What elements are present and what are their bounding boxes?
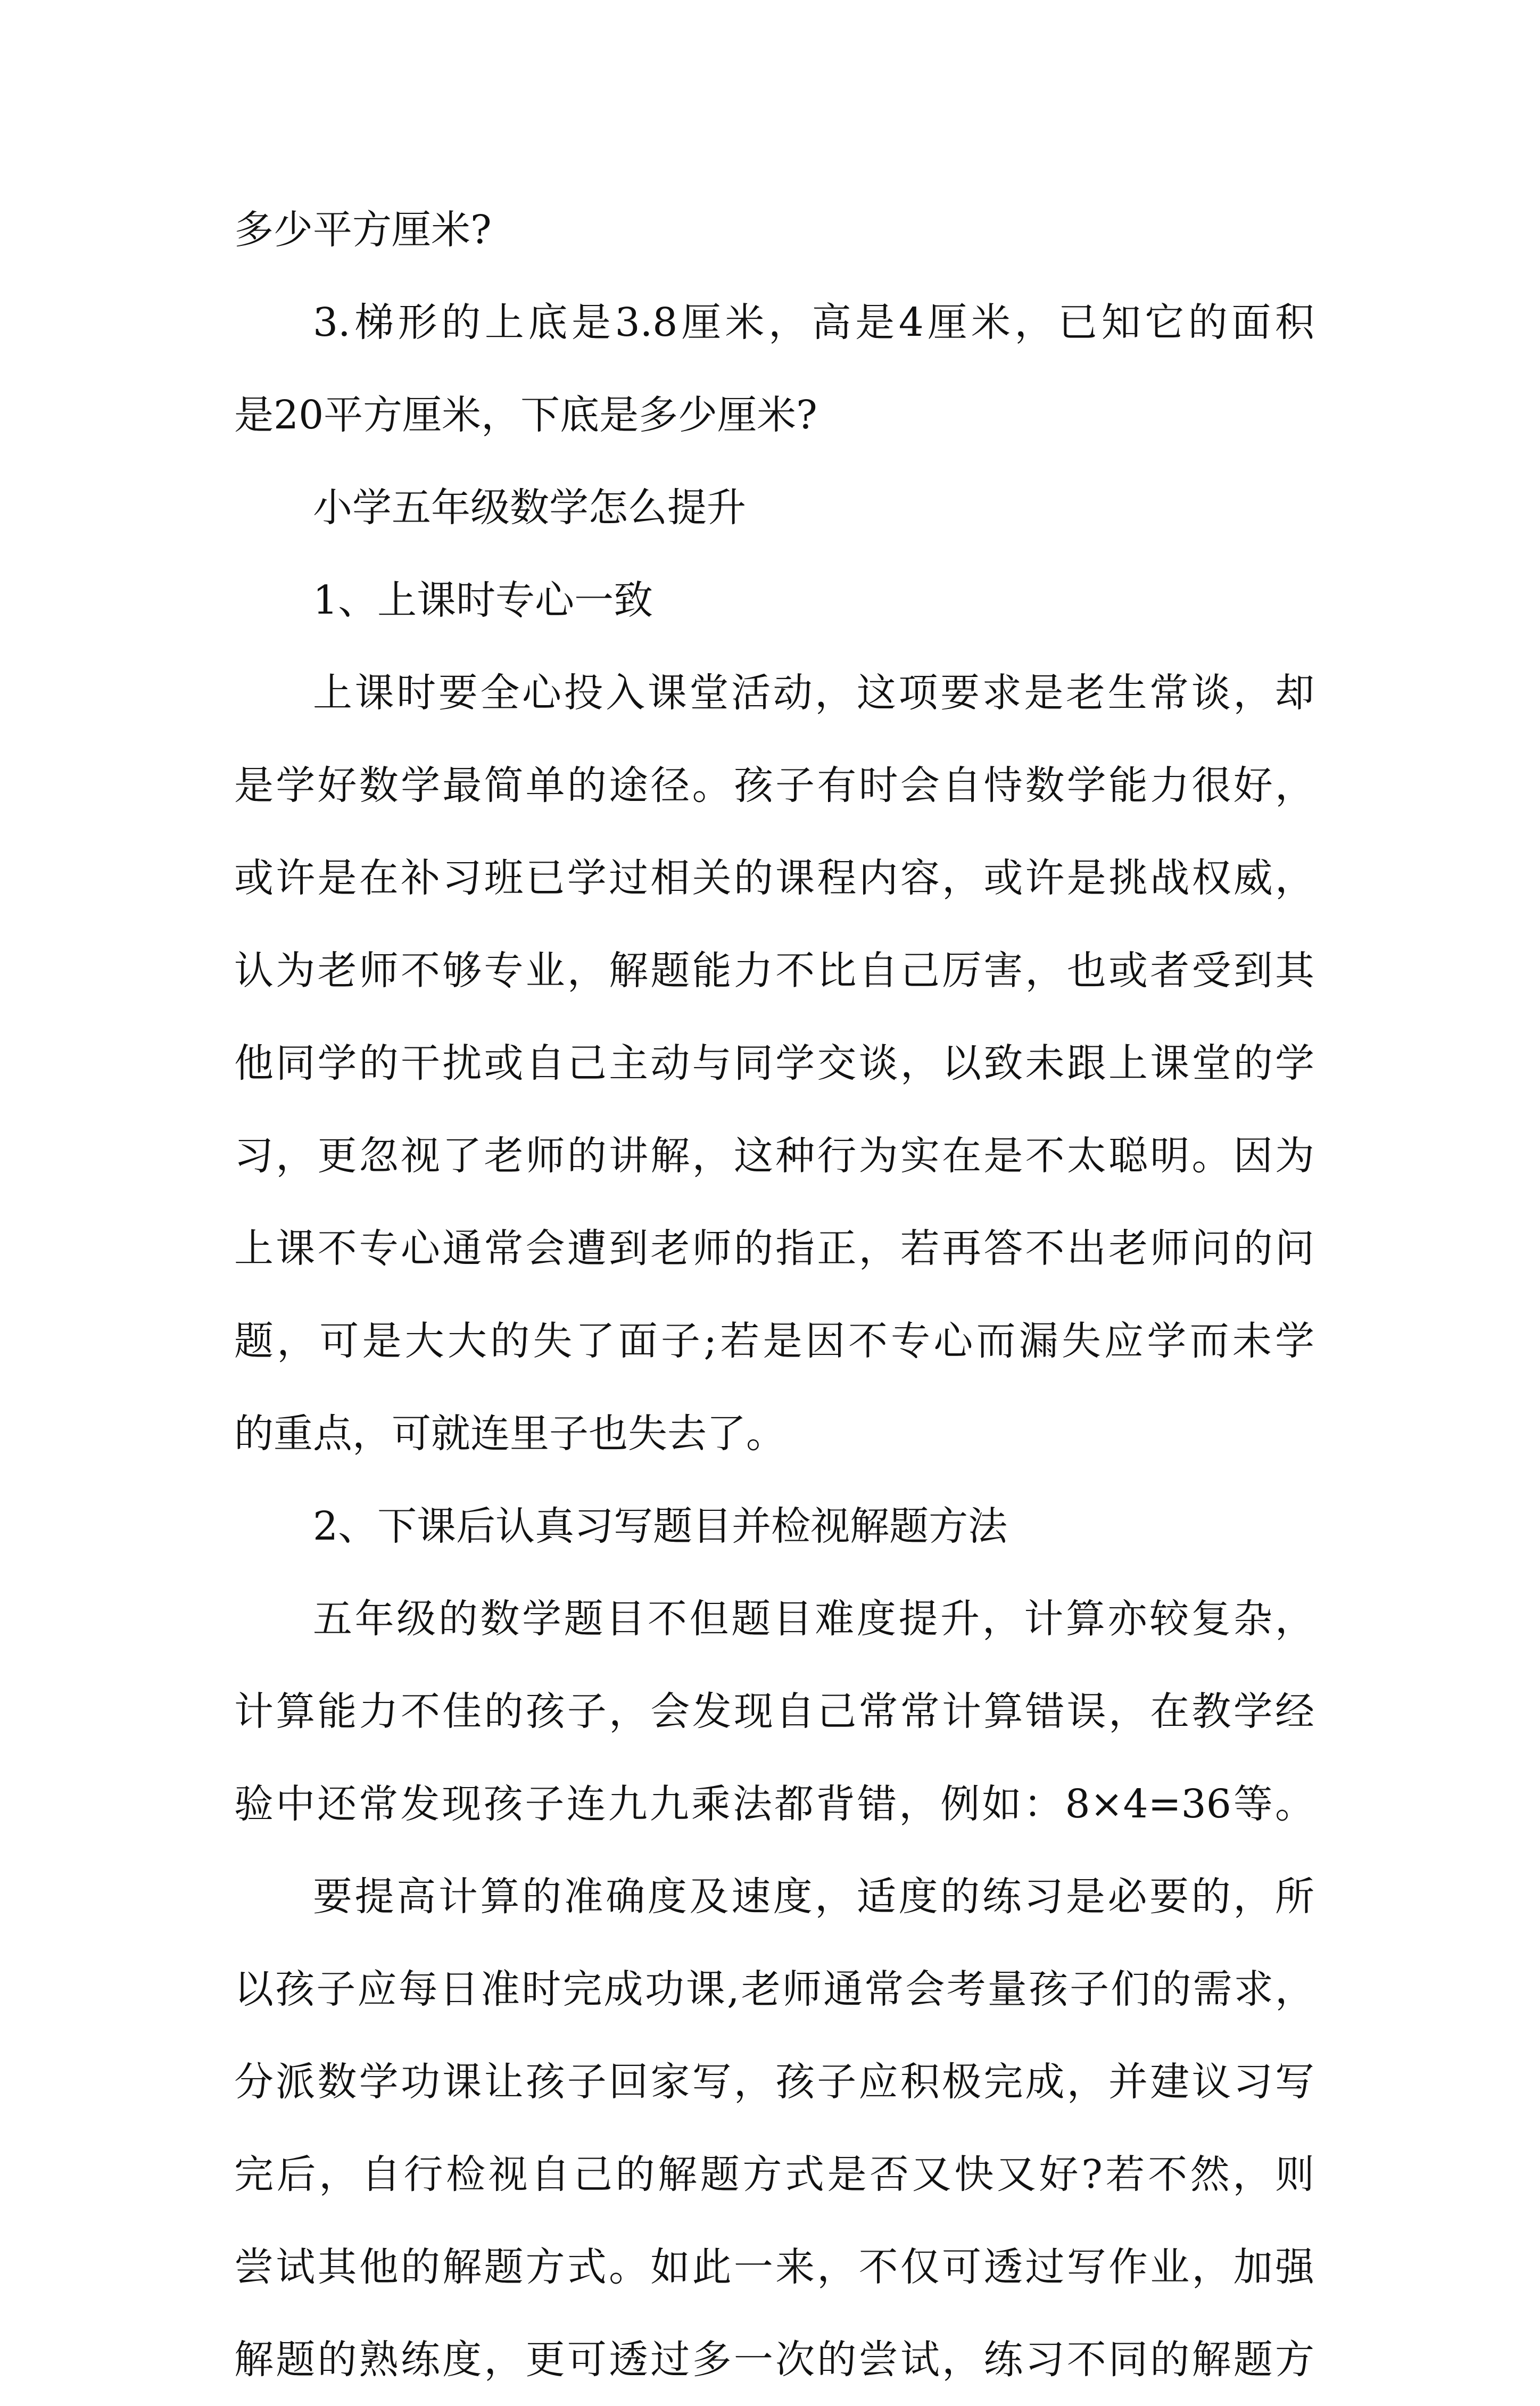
- text-line: 计算能力不佳的孩子，会发现自己常常计算错误，在教学经: [234, 1689, 1314, 1734]
- text-line: 小学五年级数学怎么提升: [313, 485, 746, 531]
- text-line: 尝试其他的解题方式。如此一来，不仅可透过写作业，加强: [234, 2244, 1314, 2290]
- document-body: [234, 184, 1314, 2406]
- text-line: 题，可是大大的失了面子;若是因不专心而漏失应学而未学: [234, 1318, 1314, 1364]
- text-line: 或许是在补习班已学过相关的课程内容，或许是挑战权威，: [234, 855, 1314, 901]
- text-line: 要提高计算的准确度及速度，适度的练习是必要的，所: [313, 1874, 1314, 1920]
- text-line: 上课不专心通常会遭到老师的指正，若再答不出老师问的问: [234, 1226, 1314, 1271]
- text-line: 2、下课后认真习写题目并检视解题方法: [313, 1503, 1008, 1549]
- text-line: 多少平方厘米?: [234, 207, 492, 253]
- text-line: 他同学的干扰或自己主动与同学交谈，以致未跟上课堂的学: [234, 1040, 1314, 1086]
- text-line: 习，更忽视了老师的讲解，这种行为实在是不太聪明。因为: [234, 1133, 1314, 1179]
- text-line: 解题的熟练度，更可透过多一次的尝试，练习不同的解题方: [234, 2337, 1314, 2383]
- text-line: 的重点，可就连里子也失去了。: [234, 1411, 785, 1457]
- text-line: 认为老师不够专业，解题能力不比自己厉害，也或者受到其: [234, 948, 1314, 994]
- text-line: 以孩子应每日准时完成功课,老师通常会考量孩子们的需求，: [234, 1966, 1314, 2012]
- text-line: 验中还常发现孩子连九九乘法都背错，例如：8×4=36等。: [234, 1781, 1314, 1827]
- text-line: 是学好数学最简单的途径。孩子有时会自恃数学能力很好，: [234, 763, 1314, 808]
- text-line: 3.梯形的上底是3.8厘米，高是4厘米，已知它的面积: [313, 300, 1314, 345]
- text-line: 完后，自行检视自己的解题方式是否又快又好?若不然，则: [234, 2152, 1314, 2197]
- text-line: 上课时要全心投入课堂活动，这项要求是老生常谈，却: [313, 670, 1314, 716]
- text-line: 分派数学功课让孩子回家写，孩子应积极完成，并建议习写: [234, 2059, 1314, 2105]
- text-line: 五年级的数学题目不但题目难度提升，计算亦较复杂，: [313, 1596, 1314, 1642]
- text-line: 1、上课时专心一致: [313, 577, 653, 623]
- text-line: 是20平方厘米，下底是多少厘米?: [234, 392, 817, 438]
